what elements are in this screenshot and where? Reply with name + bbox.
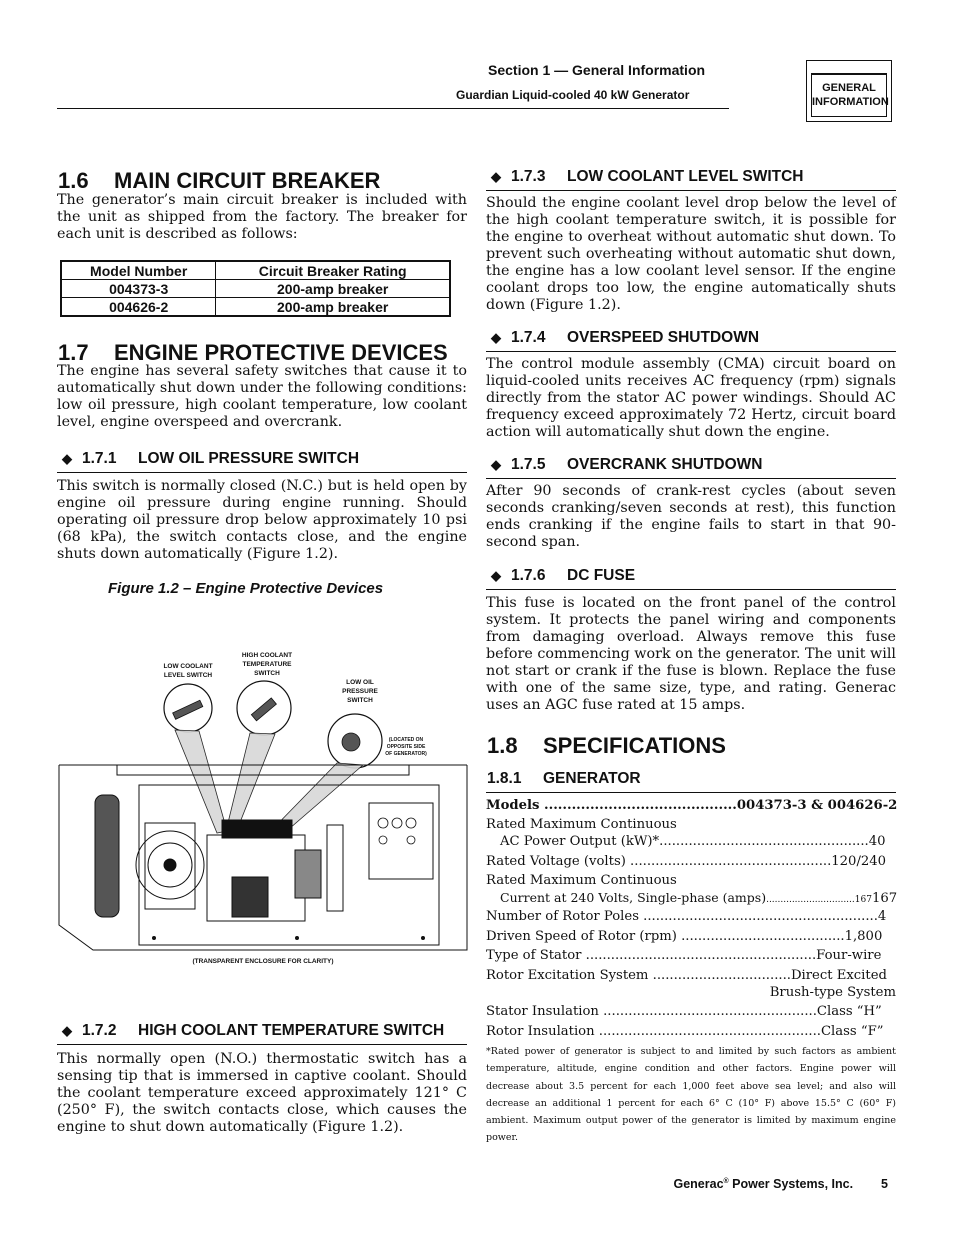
page-number: 5 [881,1177,888,1191]
heading-1-7-1: ◆ 1.7.1 LOW OIL PRESSURE SWITCH [62,450,360,467]
spec-models: Models ..........................................004373-3 & 004626-2 [486,798,898,813]
spec-line: Current at 240 Volts, Single-phase (amps)...............................167167 [500,890,898,906]
table-cell: 004626-2 [61,298,216,317]
section-tab [806,60,892,122]
spec-line: Brush-type System [769,985,896,1000]
figure-caption: Figure 1.2 – Engine Protective Devices [108,580,384,597]
table-row [61,298,450,317]
heading-1-8-1: 1.8.1 GENERATOR [487,770,641,787]
heading-1-7-2: ◆ 1.7.2 HIGH COOLANT TEMPERATURE SWITCH [62,1022,445,1039]
svg-text:TEMPERATURE: TEMPERATURE [242,661,292,668]
s17-body: The engine has several safety switches that cause it to automatically shut down under the following conditions: low oil pressure, high coolant temperature, low coolant level, engine overspeed and overcrank. [57,363,467,430]
svg-text:SWITCH: SWITCH [254,670,280,677]
spec-line: Number of Rotor Poles ........................................................4 [486,909,887,924]
footer-company: Generac [673,1177,724,1191]
spec-line: Rated Voltage (volts) ................................................120/240 [486,854,887,869]
svg-text:SWITCH: SWITCH [347,697,373,704]
heading-1-7-6: ◆ 1.7.6 DC FUSE [491,567,636,584]
spec-line: AC Power Output (kW)*..................................................40 [500,834,886,849]
spec-line: Rotor Insulation .....................................................Class “F” [486,1024,884,1039]
s173-body: Should the engine coolant level drop below the level of the high coolant temperature switch, it is possible for the engine to overheat without automatic shut down. To prevent such overheating without automatic shut down, the engine has a low coolant level sensor. If the engine coolant drops too low, the engine automatically shuts down (Figure 1.2). [486,195,896,313]
table-header-row [61,261,450,280]
label-low-coolant: LOW COOLANT [163,663,213,670]
table-row [61,280,450,298]
rule [486,351,896,352]
s171-body: This switch is normally closed (N.C.) but is held open by engine oil pressure during engine running. Should operating oil pressure drop below approximately 10 psi (68 kPa), the switch contacts close, and the engine shuts down automatically (Figure 1.2). [57,478,467,562]
spec-line: Rated Maximum Continuous [486,873,677,888]
breaker-table [60,260,451,317]
svg-text:OPPOSITE SIDE: OPPOSITE SIDE [386,744,426,750]
rule [486,478,896,479]
svg-text:LEVEL SWITCH: LEVEL SWITCH [163,672,213,679]
table-cell: 200-amp breaker [216,298,450,317]
spec-line: Stator Insulation ...................................................Class “H” [486,1004,882,1019]
spec-line: Rotor Excitation System .................................Direct Excited [486,968,887,983]
table-cell: 200-amp breaker [216,280,450,298]
rule [57,1044,467,1045]
s176-body: This fuse is located on the front panel of the control system. It protects the panel wiring and components from damaging overload. Always remove this fuse before commencing work on the generator. The unit will not start or crank if the fuse is blown. Replace the fuse with one of the same size, type, and rating. Generac uses an AGC fuse rated at 15 amps. [486,595,896,713]
heading-1-7-3: ◆ 1.7.3 LOW COOLANT LEVEL SWITCH [491,168,804,185]
header-rule [57,108,729,109]
table-header: Model Number [61,261,216,280]
rule [486,792,896,793]
header-section: Section 1 — General Information [488,62,706,78]
label-high-coolant: HIGH COOLANT [241,652,293,659]
rule [486,589,896,590]
svg-text:PRESSURE: PRESSURE [342,688,378,695]
heading-1-7-4: ◆ 1.7.4 OVERSPEED SHUTDOWN [491,329,760,346]
heading-1-8: 1.8 SPECIFICATIONS [487,733,726,758]
spec-line: Type of Stator .......................................................Four-wire [486,948,882,963]
s172-body: This normally open (N.O.) thermostatic switch has a sensing tip that is immersed in captive coolant. Should the coolant temperature exceed approximately 121° C (250° F), the switch contacts close, which causes the engine to shut down automatically (Figure 1.2). [57,1051,467,1135]
rule [486,190,896,191]
footnote: *Rated power of generator is subject to and limited by such factors as ambient temperature, altitude, engine condition and other factors. Engine power will decrease about 3.5 percent for each 1,000 feet above sea level; and also will decrease an additional 1 percent for each 6° C (10° F) above 15.5° C (60° F) ambient. Maximum output power of the generator is limited by maximum engine power. [486,1046,896,1144]
svg-text:OF GENERATOR): OF GENERATOR) [385,751,427,757]
rule [57,472,467,473]
label-located: (LOCATED ON [388,737,424,743]
page-footer: Generac® Power Systems, Inc. 5 [673,1177,888,1191]
s174-body: The control module assembly (CMA) circuit board on liquid-cooled units receives AC frequency (rpm) signals directly from the stator AC power windings. Should AC frequency exceed approximately 72 Hertz, circuit board action will automatically shut down the engine. [486,356,896,440]
s175-body: After 90 seconds of crank-rest cycles (about seven seconds cranking/seven seconds at rest), this function ends cranking if the engine fails to start in that 90-second span. [486,483,896,550]
tab-line-1: GENERAL [822,82,876,94]
heading-1-7: 1.7 ENGINE PROTECTIVE DEVICES [58,340,448,365]
heading-1-6: 1.6 MAIN CIRCUIT BREAKER [58,168,381,193]
label-transparent: (TRANSPARENT ENCLOSURE FOR CLARITY) [192,958,334,965]
heading-1-7-5: ◆ 1.7.5 OVERCRANK SHUTDOWN [491,456,763,473]
tab-line-2: INFORMATION [812,96,889,108]
label-low-oil: LOW OIL [346,679,374,686]
engine-protective-devices-figure [57,645,469,970]
s16-body: The generator’s main circuit breaker is included with the unit as shipped from the factory. The breaker for each unit is described as follows: [57,192,467,242]
table-cell: 004373-3 [61,280,216,298]
header-subtitle: Guardian Liquid-cooled 40 kW Generator [456,88,690,102]
spec-line: Rated Maximum Continuous [486,817,677,832]
spec-line: Driven Speed of Rotor (rpm) .......................................1,800 [486,929,883,944]
table-header: Circuit Breaker Rating [216,261,450,280]
